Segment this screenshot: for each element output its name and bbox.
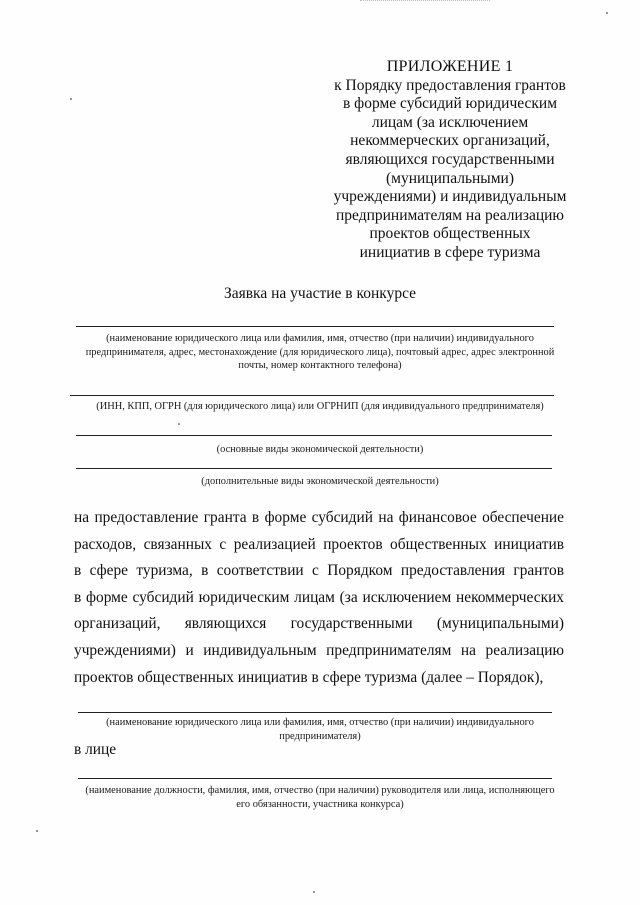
body-line: в форме субсидий юридическим лицам (за исключением некоммерческих — [74, 588, 564, 606]
appendix-line: к Порядку предоставления грантов — [334, 76, 566, 94]
additional-activities-caption: (дополнительные виды экономической деятельности) — [201, 476, 439, 487]
scan-speck — [606, 12, 608, 14]
applicant-info-line — [76, 326, 554, 327]
scan-speck — [70, 98, 72, 100]
body-paragraph — [74, 505, 564, 691]
appendix-line: (муниципальными) — [386, 169, 514, 187]
scan-artifact-top — [360, 0, 490, 3]
caption-line: (наименование должности, фамилия, имя, отчество (при наличии) руководителя или лица, исполняющего — [85, 785, 555, 796]
applicant-info-caption — [60, 332, 580, 373]
caption-line: его обязанности, участника конкурса) — [236, 798, 404, 810]
caption-line: (наименование юридического лица или фамилия, имя, отчество (при наличии) индивидуального — [106, 717, 534, 728]
caption-line: почты, номер контактного телефона) — [238, 360, 402, 371]
applicant-name-caption — [60, 716, 580, 743]
tax-ids-caption: (ИНН, КПП, ОГРН (для юридического лица) или ОГРНИП (для индивидуального предпринимателя) — [96, 401, 544, 412]
body-line: учреждениями) и индивидуальным предпринимателям на реализацию — [74, 641, 564, 659]
scan-speck — [36, 830, 38, 832]
scan-speck — [178, 423, 180, 425]
caption-line: предпринимателя, адрес, местонахождение (для юридического лица), почтовый адрес, адрес электронной — [85, 346, 555, 358]
appendix-line: в форме субсидий юридическим — [342, 95, 558, 113]
document-title: Заявка на участие в конкурсе — [223, 285, 417, 302]
appendix-line: инициатив в сфере туризма — [359, 243, 541, 261]
appendix-line: учреждениями) и индивидуальным — [333, 188, 567, 206]
appendix-header — [318, 58, 582, 263]
main-activities-caption: (основные виды экономической деятельности) — [216, 444, 424, 455]
body-line: организаций, являющихся государственными (муниципальными) — [74, 615, 564, 633]
additional-activities-line — [76, 468, 552, 469]
body-line: на предоставление гранта в форме субсидий на финансовое обеспечение — [74, 509, 564, 526]
appendix-line: предпринимателям на реализацию — [335, 206, 564, 224]
caption-line: (наименование юридического лица или фамилия, имя, отчество (при наличии) индивидуального — [106, 333, 534, 344]
representative-caption — [52, 784, 588, 811]
tax-ids-line — [70, 395, 554, 396]
appendix-line: проектов общественных — [369, 225, 531, 243]
main-activities-line — [76, 435, 552, 436]
body-line: в сфере туризма, в соответствии с Порядком предоставления грантов — [74, 562, 564, 580]
appendix-line: некоммерческих организаций, — [350, 132, 550, 150]
applicant-name-line — [78, 712, 552, 713]
in-person-label: в лице — [74, 741, 117, 758]
scan-speck — [313, 891, 315, 893]
appendix-line: лицам (за исключением — [371, 113, 529, 131]
appendix-title: ПРИЛОЖЕНИЕ 1 — [386, 58, 514, 75]
representative-line — [78, 778, 552, 779]
body-line: расходов, связанных с реализацией проектов общественных инициатив — [74, 535, 564, 553]
caption-line: предпринимателя) — [279, 730, 361, 742]
body-line: проектов общественных инициатив в сфере туризма (далее – Порядок), — [74, 668, 544, 686]
appendix-line: являющихся государственными — [345, 150, 555, 168]
